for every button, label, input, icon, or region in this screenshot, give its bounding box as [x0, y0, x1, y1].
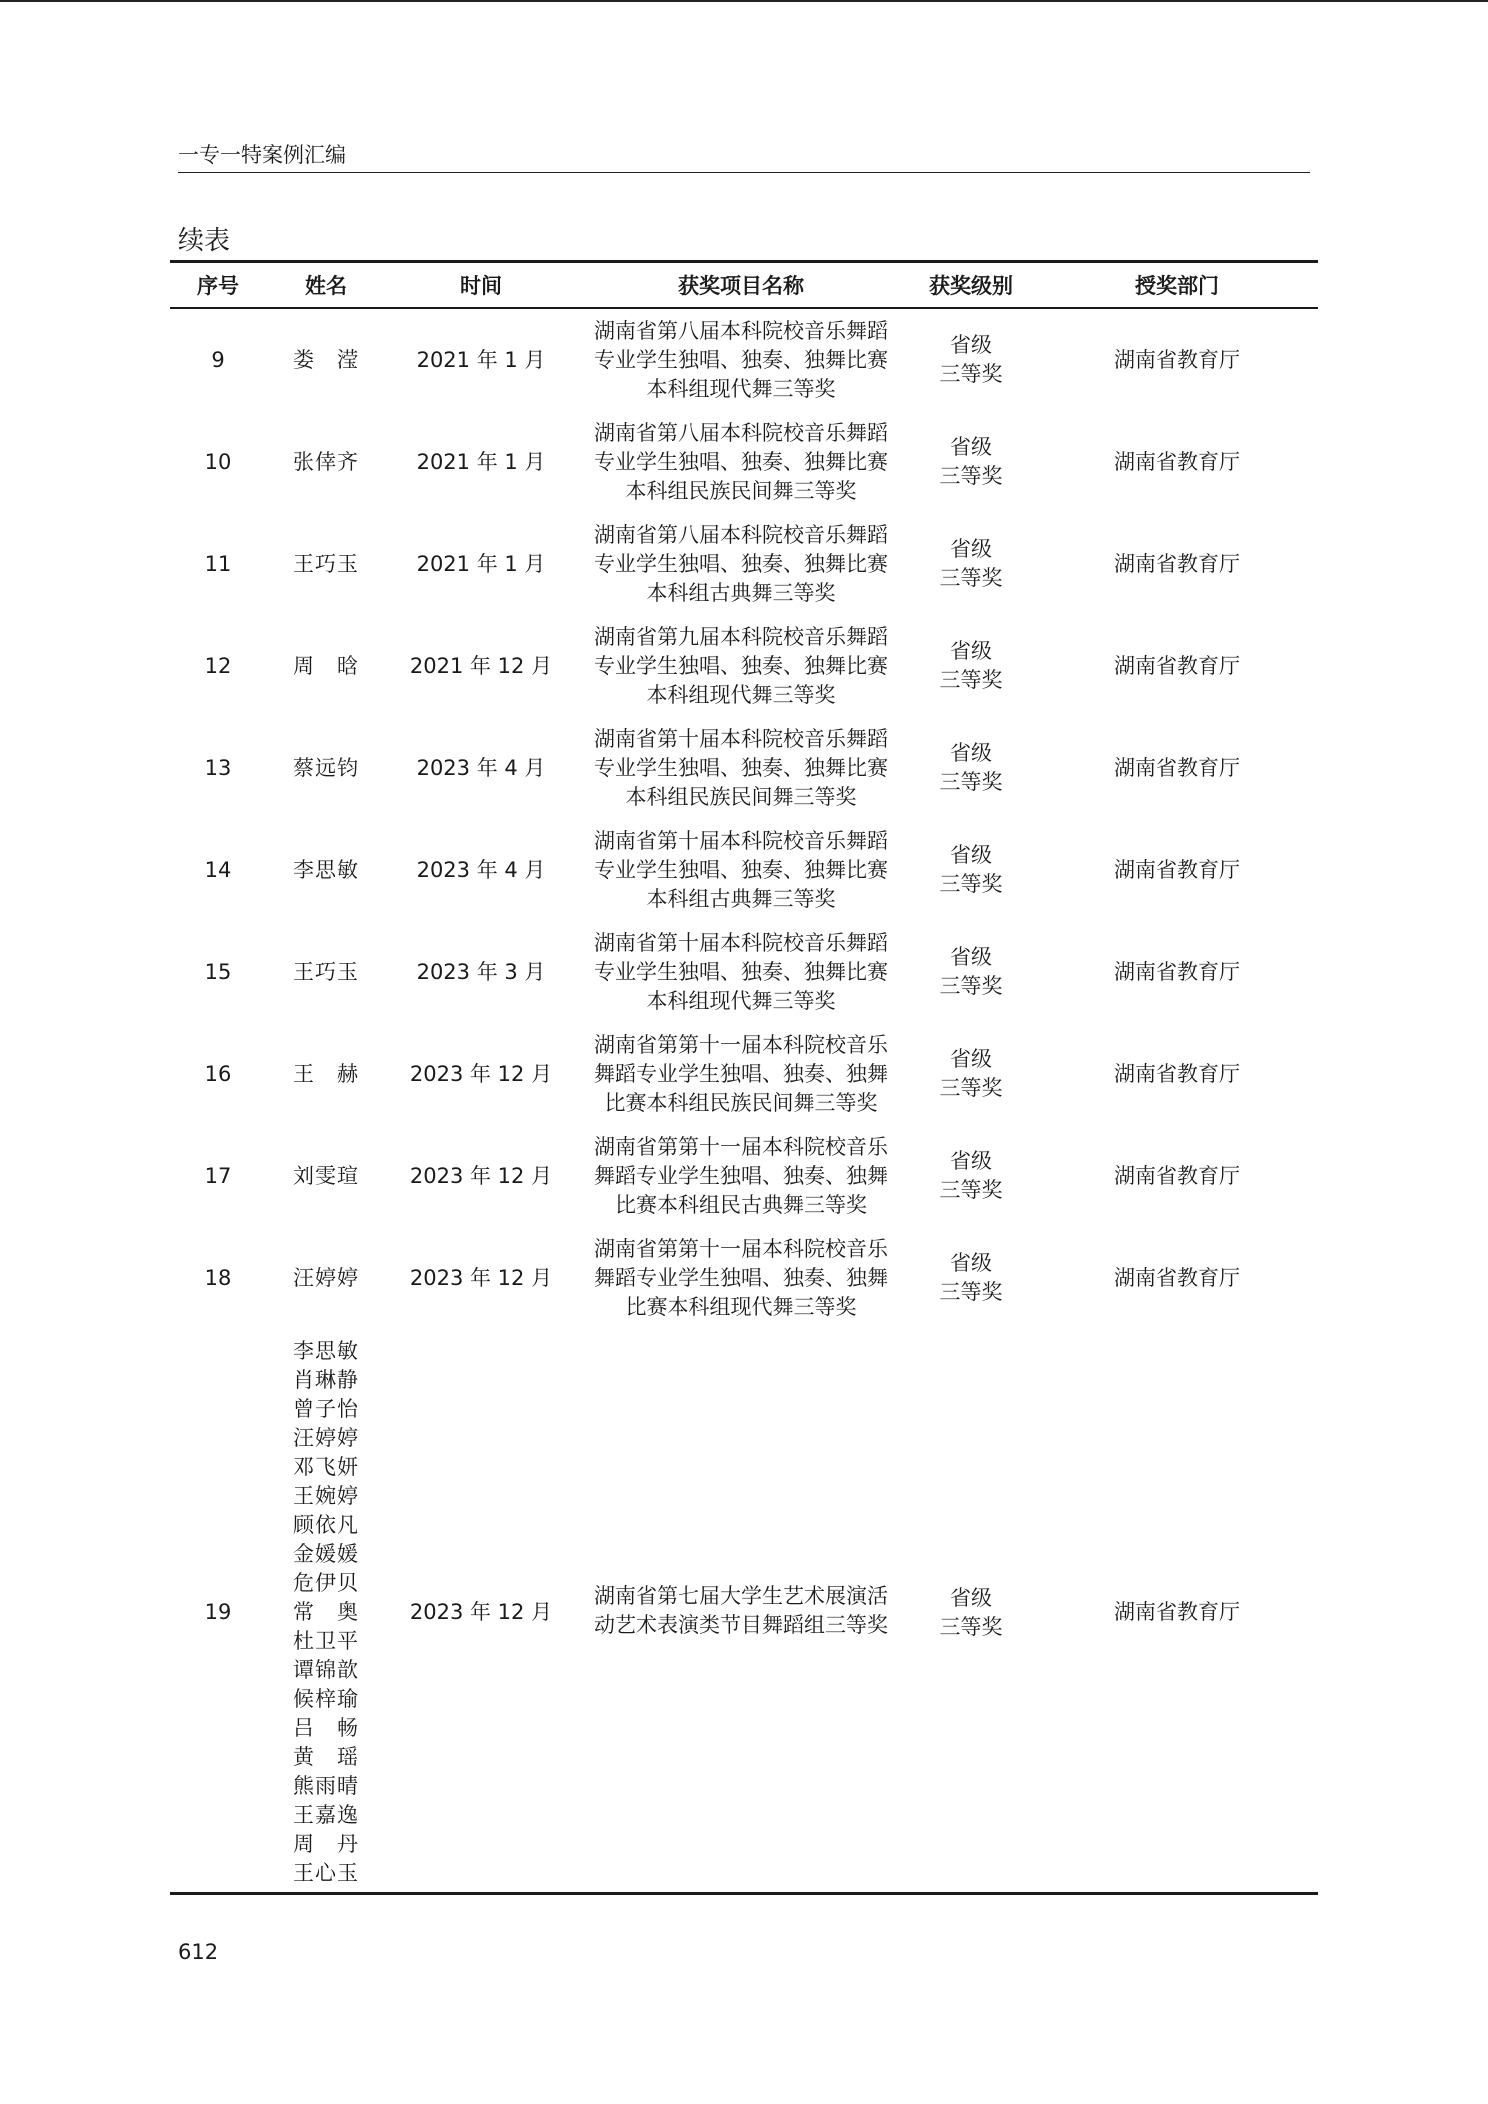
table-row: [170, 717, 1318, 819]
award-time: 2023 年 12 月: [409, 1163, 553, 1188]
awardee-name: 周 晗: [293, 653, 359, 678]
awardee-name: 刘雯瑄: [293, 1163, 359, 1188]
award-title-line: 湖南省第十届本科院校音乐舞蹈: [594, 726, 888, 751]
awardee-name: 王婉婷: [293, 1484, 359, 1508]
award-level-line: 三等奖: [939, 668, 1003, 692]
award-title: [576, 1023, 906, 1125]
table-row: [170, 1023, 1318, 1125]
table-row: [170, 1125, 1318, 1227]
running-head: 一专一特案例汇编: [178, 138, 1310, 173]
table-row: [170, 819, 1318, 921]
award-title: [576, 921, 906, 1023]
award-level-line: 三等奖: [939, 770, 1003, 794]
award-level-line: 三等奖: [939, 1280, 1003, 1304]
awardee-name: 李思敏: [293, 857, 359, 882]
award-level: [906, 411, 1036, 513]
award-title-line: 舞蹈专业学生独唱、独奏、独舞: [594, 1265, 888, 1290]
award-level: [906, 1125, 1036, 1227]
awarding-dept: 湖南省教育厅: [1114, 449, 1240, 474]
awarding-dept: 湖南省教育厅: [1114, 347, 1240, 372]
award-level-line: 省级: [950, 1585, 992, 1610]
award-level-line: 三等奖: [939, 362, 1003, 386]
awardee-name: 常 奥: [293, 1600, 359, 1624]
award-title-line: 湖南省第十届本科院校音乐舞蹈: [594, 828, 888, 853]
award-level: [906, 513, 1036, 615]
award-level-line: 省级: [950, 843, 992, 867]
page-number: 612: [178, 1940, 219, 1964]
table-row: [170, 308, 1318, 411]
table-row: [170, 513, 1318, 615]
row-number: 12: [204, 653, 232, 678]
awardee-name: 汪婷婷: [293, 1265, 359, 1290]
awardee-name: 危伊贝: [293, 1571, 359, 1595]
awarding-dept: 湖南省教育厅: [1114, 1061, 1240, 1086]
table-row: [170, 921, 1318, 1023]
awardee-names: [266, 1329, 386, 1894]
award-title-line: 本科组现代舞三等奖: [646, 988, 836, 1013]
award-title-line: 本科组民族民间舞三等奖: [625, 784, 857, 809]
award-level: [906, 1023, 1036, 1125]
row-number: 17: [204, 1163, 232, 1188]
award-title-line: 比赛本科组民古典舞三等奖: [615, 1192, 867, 1217]
table-row: [170, 1329, 1318, 1894]
award-level-line: 省级: [950, 639, 992, 663]
award-level: [906, 717, 1036, 819]
award-title-line: 湖南省第九届本科院校音乐舞蹈: [594, 624, 888, 649]
row-number: 14: [204, 857, 232, 882]
awarding-dept: 湖南省教育厅: [1114, 755, 1240, 780]
page-top-border: [0, 0, 1488, 2]
award-title: [576, 513, 906, 615]
award-title-line: 湖南省第八届本科院校音乐舞蹈: [594, 420, 888, 445]
awarding-dept: 湖南省教育厅: [1114, 1265, 1240, 1290]
row-number: 9: [211, 347, 225, 372]
award-title-line: 本科组古典舞三等奖: [646, 580, 836, 605]
award-title: [576, 411, 906, 513]
awardee-name: 邓飞妍: [293, 1455, 359, 1479]
award-title-line: 动艺术表演类节目舞蹈组三等奖: [594, 1612, 888, 1637]
col-header-no: 序号: [170, 262, 266, 309]
row-number: 16: [204, 1061, 232, 1086]
award-level-line: 省级: [950, 333, 992, 357]
award-title-line: 舞蹈专业学生独唱、独奏、独舞: [594, 1061, 888, 1086]
award-level: [906, 615, 1036, 717]
award-level-line: 三等奖: [939, 1614, 1003, 1639]
awardee-name: 杜卫平: [293, 1629, 359, 1653]
col-header-level: 获奖级别: [906, 262, 1036, 309]
row-number: 13: [204, 755, 232, 780]
row-number: 11: [204, 551, 232, 576]
award-time: 2023 年 4 月: [416, 857, 546, 882]
award-level-line: 三等奖: [939, 464, 1003, 488]
row-number: 10: [204, 449, 232, 474]
award-title-line: 本科组现代舞三等奖: [646, 376, 836, 401]
award-level-line: 省级: [950, 945, 992, 969]
awarding-dept: 湖南省教育厅: [1036, 1329, 1318, 1894]
award-level-line: 省级: [950, 741, 992, 765]
awardee-name: 蔡远钧: [293, 755, 359, 780]
award-level-line: 省级: [950, 1047, 992, 1071]
awardee-name: 王 赫: [293, 1061, 359, 1086]
col-header-name: 姓名: [266, 262, 386, 309]
award-level: [906, 1227, 1036, 1329]
awardee-name: 王心玉: [293, 1861, 359, 1885]
awardee-name: 肖琳静: [293, 1368, 359, 1392]
award-title: [576, 615, 906, 717]
awarding-dept: 湖南省教育厅: [1114, 551, 1240, 576]
table-header-row: [170, 262, 1318, 309]
award-title-line: 本科组现代舞三等奖: [646, 682, 836, 707]
award-title-line: 湖南省第十届本科院校音乐舞蹈: [594, 930, 888, 955]
award-title-line: 专业学生独唱、独奏、独舞比赛: [594, 347, 888, 372]
award-title-line: 湖南省第七届大学生艺术展演活: [594, 1583, 888, 1608]
award-title-line: 专业学生独唱、独奏、独舞比赛: [594, 653, 888, 678]
awardee-name: 娄 滢: [293, 347, 359, 372]
row-number: 15: [204, 959, 232, 984]
awarding-dept: 湖南省教育厅: [1114, 653, 1240, 678]
award-title: [576, 1125, 906, 1227]
award-title-line: 舞蹈专业学生独唱、独奏、独舞: [594, 1163, 888, 1188]
awardee-name: 熊雨晴: [293, 1774, 359, 1798]
awardee-name: 黄 瑶: [293, 1745, 359, 1769]
award-level-line: 省级: [950, 435, 992, 459]
table-row: [170, 615, 1318, 717]
award-title-line: 比赛本科组现代舞三等奖: [625, 1294, 857, 1319]
awardee-name: 王巧玉: [293, 959, 359, 984]
awards-table: [170, 260, 1318, 1895]
awarding-dept: 湖南省教育厅: [1114, 857, 1240, 882]
award-title: [576, 717, 906, 819]
award-level-line: 三等奖: [939, 872, 1003, 896]
award-title: [576, 1329, 906, 1894]
award-title-line: 湖南省第第十一届本科院校音乐: [594, 1032, 888, 1057]
award-level: [906, 819, 1036, 921]
award-title-line: 湖南省第第十一届本科院校音乐: [594, 1134, 888, 1159]
award-title: [576, 819, 906, 921]
awardee-name: 张倖齐: [293, 449, 359, 474]
award-time: 2021 年 12 月: [409, 653, 553, 678]
awardee-name: 王嘉逸: [293, 1803, 359, 1827]
award-time: 2023 年 12 月: [409, 1061, 553, 1086]
award-level: [906, 1329, 1036, 1894]
table-row: [170, 411, 1318, 513]
awardee-name: 李思敏: [293, 1339, 359, 1363]
award-level-line: 三等奖: [939, 974, 1003, 998]
award-level-line: 省级: [950, 1149, 992, 1173]
award-title-line: 湖南省第八届本科院校音乐舞蹈: [594, 522, 888, 547]
col-header-time: 时间: [386, 262, 576, 309]
award-time: 2021 年 1 月: [416, 347, 546, 372]
award-title-line: 本科组民族民间舞三等奖: [625, 478, 857, 503]
table-row: [170, 1227, 1318, 1329]
awardee-name: 曾子怡: [293, 1397, 359, 1421]
award-level: [906, 308, 1036, 411]
awarding-dept: 湖南省教育厅: [1114, 1163, 1240, 1188]
award-title-line: 本科组古典舞三等奖: [646, 886, 836, 911]
award-title-line: 专业学生独唱、独奏、独舞比赛: [594, 449, 888, 474]
award-title-line: 专业学生独唱、独奏、独舞比赛: [594, 551, 888, 576]
award-title-line: 比赛本科组民族民间舞三等奖: [604, 1090, 878, 1115]
awardee-name: 周 丹: [293, 1832, 359, 1856]
row-number: 18: [204, 1265, 232, 1290]
award-title-line: 湖南省第八届本科院校音乐舞蹈: [594, 318, 888, 343]
col-header-award-title: 获奖项目名称: [576, 262, 906, 309]
award-time: 2023 年 12 月: [386, 1329, 576, 1894]
award-level: [906, 921, 1036, 1023]
award-title: [576, 308, 906, 411]
awardee-name: 候梓瑜: [293, 1687, 359, 1711]
award-level-line: 三等奖: [939, 566, 1003, 590]
award-title-line: 湖南省第第十一届本科院校音乐: [594, 1236, 888, 1261]
award-time: 2023 年 4 月: [416, 755, 546, 780]
awardee-name: 顾依凡: [293, 1513, 359, 1537]
col-header-dept: 授奖部门: [1036, 262, 1318, 309]
awardee-name: 吕 畅: [293, 1716, 359, 1740]
award-time: 2021 年 1 月: [416, 551, 546, 576]
award-level-line: 省级: [950, 1251, 992, 1275]
award-time: 2023 年 3 月: [416, 959, 546, 984]
awardee-name: 汪婷婷: [293, 1426, 359, 1450]
awardee-name: 王巧玉: [293, 551, 359, 576]
award-level-line: 三等奖: [939, 1076, 1003, 1100]
awarding-dept: 湖南省教育厅: [1114, 959, 1240, 984]
awardee-name: 金媛媛: [293, 1542, 359, 1566]
award-title: [576, 1227, 906, 1329]
award-level-line: 省级: [950, 537, 992, 561]
award-title-line: 专业学生独唱、独奏、独舞比赛: [594, 755, 888, 780]
awardee-name: 谭锦歆: [293, 1658, 359, 1682]
row-number: 19: [170, 1329, 266, 1894]
table-caption: 续表: [178, 226, 231, 256]
award-level-line: 三等奖: [939, 1178, 1003, 1202]
award-time: 2023 年 12 月: [409, 1265, 553, 1290]
award-title-line: 专业学生独唱、独奏、独舞比赛: [594, 857, 888, 882]
award-time: 2021 年 1 月: [416, 449, 546, 474]
award-title-line: 专业学生独唱、独奏、独舞比赛: [594, 959, 888, 984]
